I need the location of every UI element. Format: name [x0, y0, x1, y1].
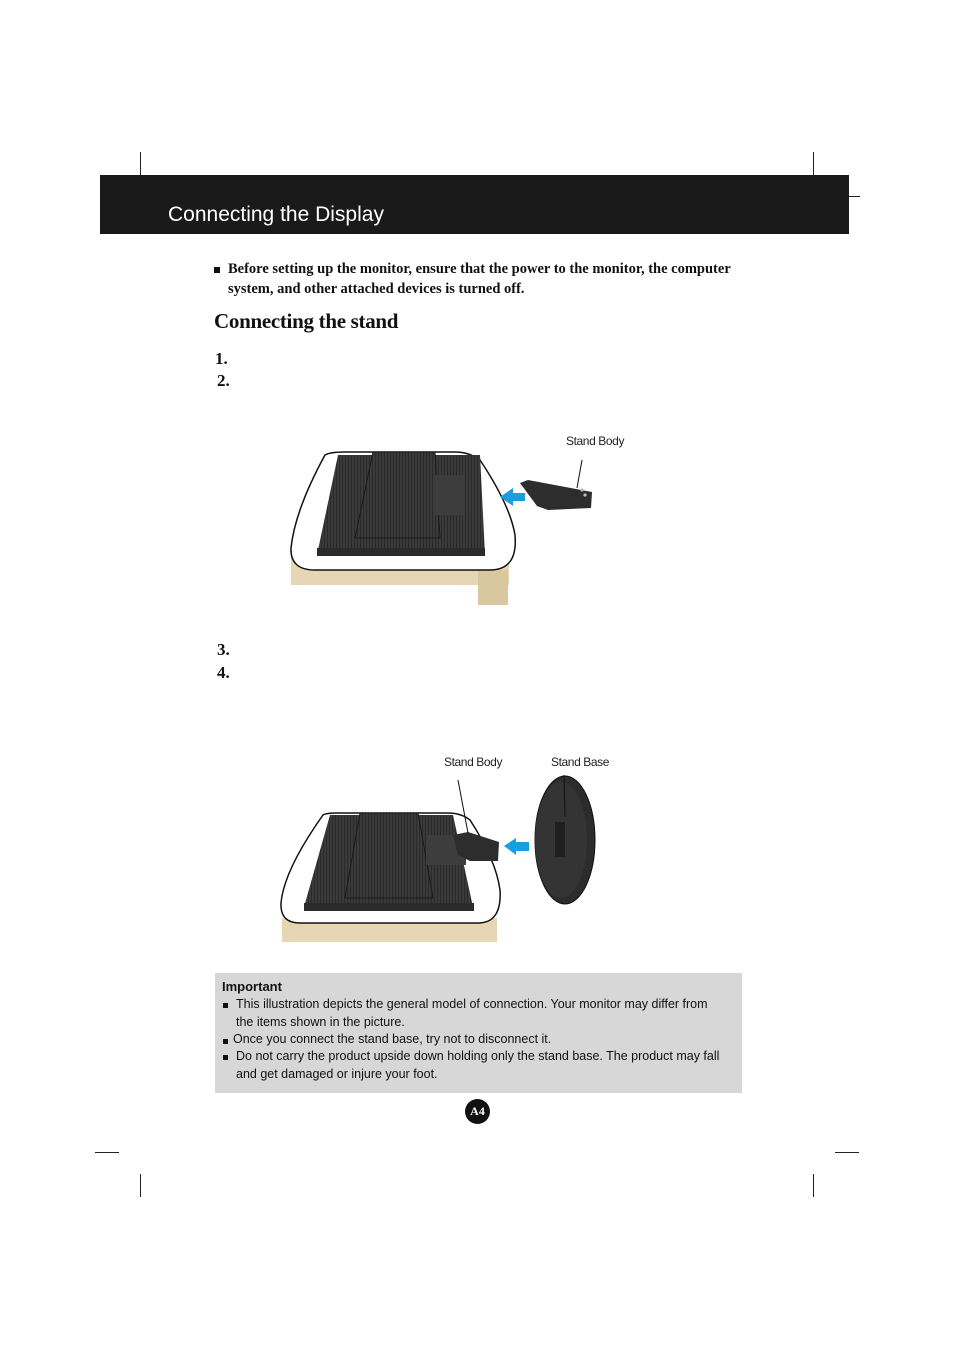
- step-number: 3.: [217, 640, 230, 659]
- label-stand-base: Stand Base: [551, 755, 610, 769]
- page-title: Connecting the Display: [168, 203, 384, 226]
- figure-attach-stand-base: [278, 775, 608, 950]
- bullet-icon: [214, 267, 220, 273]
- important-item: Do not carry the product upside down holding only the stand base. The product may fall and get damaged or injure your foot.: [223, 1047, 728, 1083]
- step-number: 4.: [217, 663, 230, 682]
- figure-attach-stand-body: [285, 430, 645, 610]
- intro-note: [214, 259, 754, 299]
- stand-body: [520, 480, 592, 510]
- arrow-icon: [504, 838, 529, 855]
- page-number: A4: [465, 1099, 490, 1124]
- label-stand-body: Stand Body: [444, 755, 503, 769]
- important-title: Important: [222, 979, 282, 994]
- bullet-icon: [223, 1003, 228, 1008]
- crop-mark: [813, 152, 814, 175]
- intro-text: Before setting up the monitor, ensure that the power to the monitor, the computer system, and other attached devices is turned off.: [228, 261, 731, 297]
- crop-mark: [95, 1152, 119, 1153]
- label-stand-body: Stand Body: [566, 434, 625, 448]
- crop-mark: [813, 1174, 814, 1197]
- label-leader: [577, 460, 582, 488]
- section-title: Connecting the stand: [214, 309, 399, 333]
- bullet-icon: [223, 1039, 228, 1044]
- crop-mark: [140, 152, 141, 175]
- crop-mark: [835, 1152, 859, 1153]
- important-note: [215, 973, 742, 1093]
- important-item: This illustration depicts the general model of connection. Your monitor may differ from the items shown in the picture.: [223, 995, 728, 1031]
- important-item: Once you connect the stand base, try not to disconnect it.: [223, 1030, 728, 1048]
- crop-mark: [848, 196, 860, 197]
- step-number: 1.: [215, 349, 228, 368]
- step-number: 2.: [217, 371, 230, 390]
- bullet-icon: [223, 1055, 228, 1060]
- crop-mark: [140, 1174, 141, 1197]
